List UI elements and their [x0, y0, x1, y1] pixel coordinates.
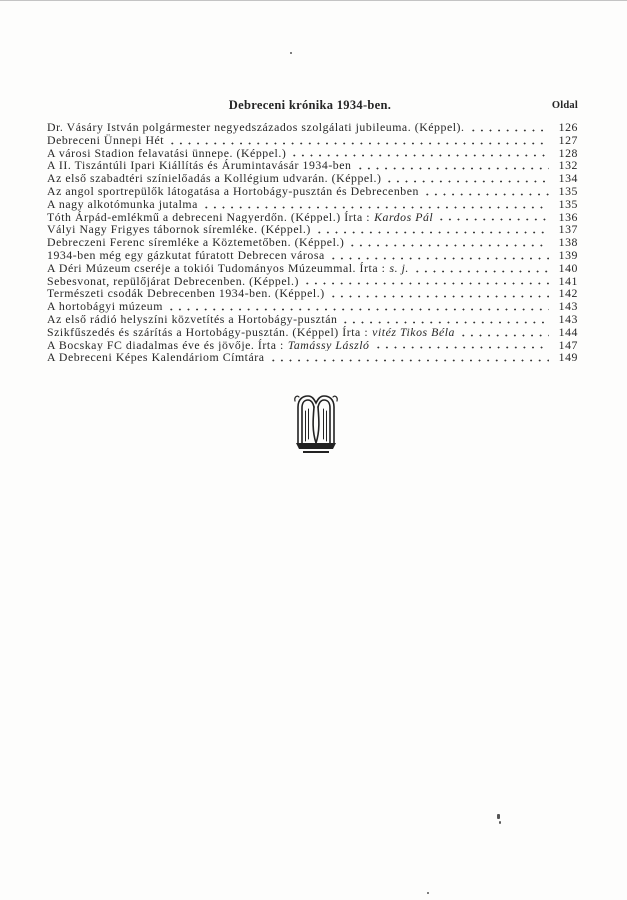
- entry-title: Természeti csodák Debrecenben 1934-ben. (Képpel.): [47, 287, 325, 301]
- ink-speck: [497, 814, 500, 819]
- dot-leader: [202, 200, 549, 209]
- entry-page-number: 135: [558, 197, 578, 211]
- entry-title: Vályi Nagy Frigyes tábornok síremléke. (Képpel.): [47, 223, 311, 237]
- ink-speck: [499, 821, 501, 824]
- entry-title: A II. Tiszántúli Ipari Kiállítás és Árumintavásár 1934-ben: [47, 159, 352, 173]
- toc-entry: [47, 198, 578, 211]
- dot-leader: [459, 328, 549, 337]
- page-top-edge: [0, 0, 627, 1]
- ink-speck: [427, 892, 429, 894]
- dot-leader: [329, 251, 549, 260]
- toc-entry: [47, 287, 578, 300]
- entry-title: A hortobágyi múzeum: [47, 300, 163, 313]
- entry-title: Dr. Vásáry István polgármester negyedszázados szolgálati jubileuma. (Képpel).: [47, 121, 465, 134]
- entry-title: A Debreceni Képes Kalendáriom Címtára: [47, 351, 265, 365]
- entry-page-number: 149: [558, 351, 578, 365]
- dot-leader: [423, 187, 549, 196]
- toc-entry: [47, 275, 578, 288]
- entry-title: Az első rádió helyszíni közvetítés a Hortobágy-pusztán: [47, 312, 338, 326]
- entry-page-number: 144: [558, 325, 578, 339]
- toc-entry: [47, 223, 578, 236]
- printers-ornament-icon: [293, 393, 339, 457]
- entry-page-number: 143: [558, 312, 578, 326]
- toc-entry: [47, 185, 578, 198]
- section-title: Debreceni krónika 1934-ben.: [228, 98, 392, 112]
- entry-title: Debreczeni Ferenc síremléke a Köztemetőben. (Képpel.): [47, 236, 345, 249]
- dot-leader: [341, 315, 549, 324]
- page-column-label: Oldal: [551, 100, 578, 111]
- table-of-contents: [47, 121, 578, 364]
- toc-entry: [47, 262, 578, 275]
- entry-title: 1934-ben még egy gázkutat fúratott Debrecen városa: [47, 248, 325, 262]
- toc-entry: [47, 351, 578, 364]
- entry-title: A Bocskay FC diadalmas éve és jövője. Írta :: [47, 338, 284, 352]
- toc-entry: [47, 249, 578, 262]
- toc-entry: [47, 172, 578, 185]
- toc-entry: [47, 300, 578, 313]
- toc-entry: [47, 236, 578, 249]
- entry-page-number: 127: [558, 133, 578, 147]
- entry-title: A városi Stadion felavatási ünnepe. (Képpel.): [47, 146, 287, 160]
- toc-entry: [47, 159, 578, 172]
- dot-leader: [315, 225, 549, 234]
- dot-leader: [348, 238, 549, 247]
- entry-title: A nagy alkotómunka jutalma: [47, 197, 198, 211]
- dot-leader: [374, 340, 549, 349]
- entry-page-number: 142: [558, 287, 578, 301]
- entry-page-number: 137: [558, 223, 578, 237]
- entry-page-number: 134: [558, 172, 578, 185]
- dot-leader: [469, 123, 549, 132]
- entry-title: Debreceni Ünnepi Hét: [47, 133, 165, 147]
- dot-leader: [413, 264, 549, 273]
- entry-author: vitéz Tikos Béla: [372, 325, 456, 339]
- entry-title: Az első szabadtéri színielőadás a Kollégium udvarán. (Képpel.): [47, 172, 382, 185]
- toc-entry: [47, 147, 578, 160]
- entry-page-number: 141: [558, 274, 578, 288]
- entry-title: Sebesvonat, repülőjárat Debrecenben. (Képpel.): [47, 274, 299, 288]
- entry-page-number: 143: [558, 300, 578, 313]
- dot-leader: [356, 161, 550, 170]
- toc-entry: [47, 339, 578, 352]
- dot-leader: [290, 148, 549, 157]
- entry-author: Tamássy László: [287, 338, 370, 352]
- entry-title: Szikfűszedés és szárítás a Hortobágy-pusztán. (Képpel) Írta :: [47, 325, 369, 339]
- entry-page-number: 126: [558, 121, 578, 134]
- entry-page-number: 147: [558, 338, 578, 352]
- toc-entry: [47, 326, 578, 339]
- dot-leader: [329, 289, 549, 298]
- entry-page-number: 132: [558, 159, 578, 173]
- entry-page-number: 139: [558, 248, 578, 262]
- dot-leader: [303, 276, 549, 285]
- entry-title: Az angol sportrepülők látogatása a Hortobágy-pusztán és Debrecenben: [47, 184, 419, 198]
- toc-entry: [47, 313, 578, 326]
- entry-author: s. j.: [389, 261, 409, 275]
- entry-page-number: 135: [558, 184, 578, 198]
- entry-author: Kardos Pál: [374, 210, 434, 224]
- toc-entry: [47, 211, 578, 224]
- entry-title: Tóth Árpád-emlékmű a debreceni Nagyerdőn. (Képpel.) Írta :: [47, 210, 371, 224]
- toc-entry: [47, 121, 578, 134]
- dot-leader: [269, 353, 549, 362]
- entry-page-number: 140: [558, 261, 578, 275]
- dot-leader: [385, 174, 549, 183]
- entry-title: A Déri Múzeum cseréje a tokiói Tudományos Múzeummal. Írta :: [47, 261, 386, 275]
- dot-leader: [168, 136, 549, 145]
- dot-leader: [167, 302, 549, 311]
- dot-leader: [437, 212, 549, 221]
- entry-page-number: 128: [558, 146, 578, 160]
- ink-speck: [290, 52, 292, 54]
- entry-page-number: 136: [558, 210, 578, 224]
- toc-entry: [47, 134, 578, 147]
- entry-page-number: 138: [558, 236, 578, 249]
